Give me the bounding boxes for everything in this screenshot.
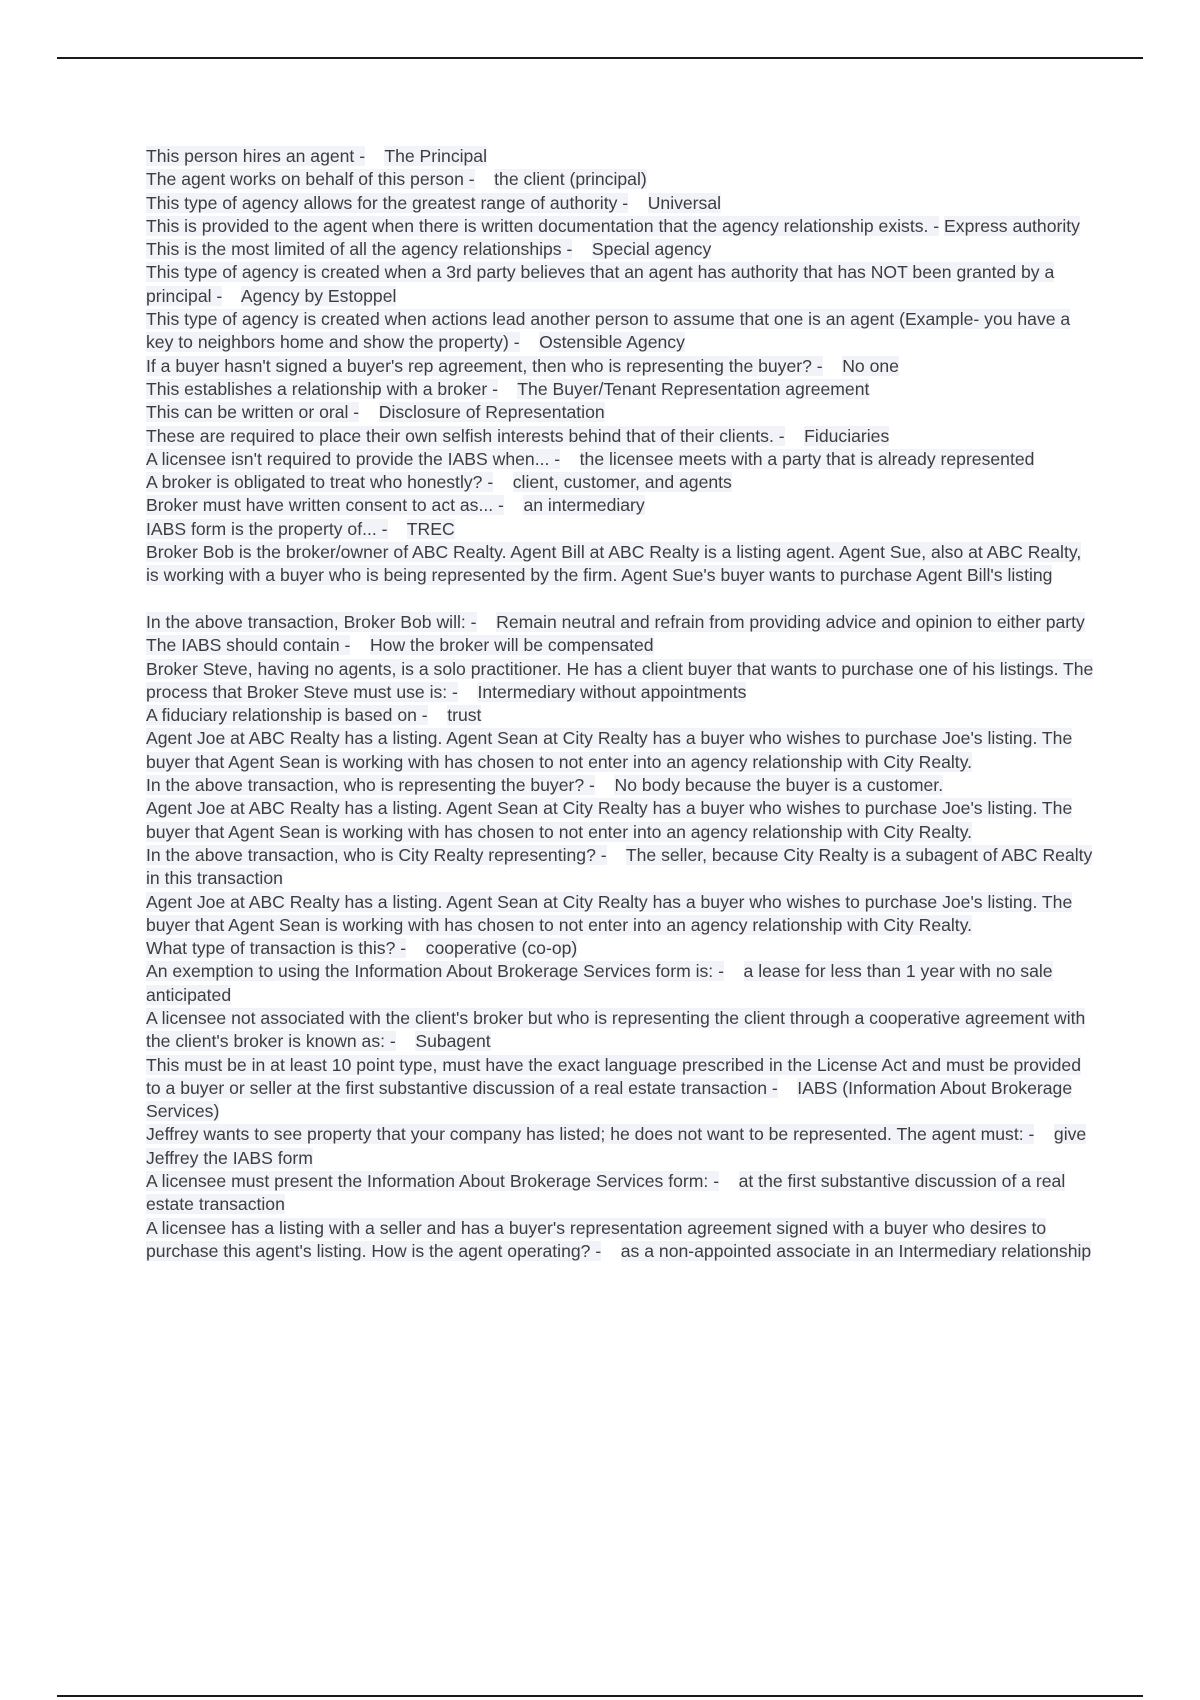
answer: Ostensible Agency (539, 332, 685, 353)
answer: as a non-appointed associate in an Intermediary relationship (620, 1240, 1092, 1261)
question: This must be in at least 10 point type, must have the exact language prescribed in the License Act and must be provided to a buyer or seller at the first substantive discussion of a real estate transaction - (146, 1054, 1081, 1098)
footer-rule (57, 1695, 1143, 1697)
question: A fiduciary relationship is based on - (146, 705, 428, 726)
qa-entry-18 (146, 634, 1096, 657)
qa-entry-20 (146, 704, 1096, 727)
qa-entry-23 (146, 797, 1096, 844)
qa-entry-13 (146, 471, 1096, 494)
qa-entry-28 (146, 1007, 1096, 1054)
qa-entry-14 (146, 494, 1096, 517)
answer: Agency by Estoppel (240, 285, 397, 306)
answer: No one (842, 355, 899, 376)
qa-entry-7 (146, 308, 1096, 355)
header-rule (57, 57, 1143, 59)
qa-entry-1 (146, 145, 1096, 168)
answer: the client (principal) (494, 169, 647, 190)
answer: Remain neutral and refrain from providing advice and opinion to either party (496, 611, 1085, 632)
answer: The Buyer/Tenant Representation agreement (517, 378, 870, 399)
question: This type of agency is created when actions lead another person to assume that one is an agent (Example- you have a key to neighbors home and show the property) - (146, 309, 1071, 353)
qa-entry-12 (146, 448, 1096, 471)
answer: trust (447, 705, 482, 726)
answer: give Jeffrey the IABS form (146, 1124, 1087, 1168)
question: In the above transaction, Broker Bob will: - (146, 611, 477, 632)
question: This type of agency allows for the greatest range of authority - (146, 192, 629, 213)
question: An exemption to using the Information About Brokerage Services form is: - (146, 961, 724, 982)
qa-entry-15 (146, 518, 1096, 541)
qa-entry-17 (146, 611, 1096, 634)
answer: The Principal (384, 146, 488, 166)
qa-entry-10 (146, 401, 1096, 424)
question: Jeffrey wants to see property that your company has listed; he does not want to be represented. The agent must: - (146, 1124, 1035, 1145)
qa-entry-16 (146, 541, 1096, 588)
question: This establishes a relationship with a broker - (146, 378, 499, 399)
question: A licensee not associated with the client's broker but who is representing the client through a cooperative agreement with the client's broker is known as: - (146, 1007, 1086, 1052)
question: What type of transaction is this? - (146, 938, 407, 959)
question: If a buyer hasn't signed a buyer's rep agreement, then who is representing the buyer? - (146, 355, 823, 376)
qa-entry-31 (146, 1170, 1096, 1217)
question: Agent Joe at ABC Realty has a listing. Agent Sean at City Realty has a buyer who wishes to purchase Joe's listing. The buyer that Agent Sean is working with has chosen to not enter into an agency relationship with City Realty. (146, 891, 1073, 935)
question: Broker must have written consent to act as... - (146, 495, 504, 516)
qa-entry-6 (146, 261, 1096, 308)
qa-entry-2 (146, 168, 1096, 191)
answer: at the first substantive discussion of a real estate transaction (146, 1171, 1066, 1215)
qa-entry-21 (146, 727, 1096, 774)
question: Agent Joe at ABC Realty has a listing. Agent Sean at City Realty has a buyer who wishes to purchase Joe's listing. The buyer that Agent Sean is working with has chosen to not enter into an agency relationship with City Realty. (146, 728, 1073, 772)
answer: Intermediary without appointments (477, 681, 747, 702)
answer: Universal (647, 192, 722, 213)
question: Broker Steve, having no agents, is a solo practitioner. He has a client buyer that wants to purchase one of his listings. The process that Broker Steve must use is: - (146, 658, 1094, 702)
question: The agent works on behalf of this person - (146, 169, 475, 190)
qa-entry-11 (146, 425, 1096, 448)
answer: a lease for less than 1 year with no sale anticipated (146, 961, 1053, 1005)
question: This is the most limited of all the agency relationships - (146, 239, 573, 260)
answer: Disclosure of Representation (378, 402, 605, 423)
question: This can be written or oral - (146, 402, 360, 423)
qa-entry-26 (146, 937, 1096, 960)
answer: client, customer, and agents (512, 472, 732, 493)
answer: an intermediary (523, 495, 645, 516)
answer: Subagent (415, 1031, 491, 1052)
question: Broker Bob is the broker/owner of ABC Realty. Agent Bill at ABC Realty is a listing agent. Agent Sue, also at ABC Realty, is working with a buyer who is being represented by the firm. Agent Sue's buyer wants to purchase Agent Bill's listing (146, 542, 1082, 586)
qa-entry-25 (146, 891, 1096, 938)
question: In the above transaction, who is representing the buyer? - (146, 775, 595, 796)
question: A broker is obligated to treat who honestly? - (146, 472, 494, 493)
qa-entry-4 (146, 215, 1096, 238)
question: IABS form is the property of... - (146, 518, 388, 539)
question: A licensee has a listing with a seller and has a buyer's representation agreement signed with a buyer who desires to purchase this agent's listing. How is the agent operating? - (146, 1217, 1047, 1261)
answer: Special agency (591, 239, 712, 260)
question: A licensee isn't required to provide the IABS when... - (146, 448, 561, 469)
qa-entry-22 (146, 774, 1096, 797)
qa-entry-24 (146, 844, 1096, 891)
answer: cooperative (co-op) (425, 938, 578, 959)
question: This type of agency is created when a 3rd party believes that an agent has authority that has NOT been granted by a principal - (146, 262, 1055, 306)
question: The IABS should contain - (146, 635, 351, 656)
flashcard-list (146, 145, 1096, 1263)
answer: No body because the buyer is a customer. (614, 775, 944, 796)
answer: IABS (Information About Brokerage Services) (146, 1077, 1073, 1122)
qa-entry-30 (146, 1123, 1096, 1170)
question: In the above transaction, who is City Realty representing? - (146, 844, 607, 865)
qa-entry-32 (146, 1217, 1096, 1264)
question: This person hires an agent - (146, 146, 366, 166)
answer: TREC (406, 518, 455, 539)
qa-entry-27 (146, 960, 1096, 1007)
answer: the licensee meets with a party that is already represented (579, 448, 1035, 469)
answer: Fiduciaries (804, 425, 890, 446)
qa-entry-19 (146, 658, 1096, 705)
answer: Express authority (944, 215, 1080, 236)
qa-entry-8 (146, 355, 1096, 378)
question: Agent Joe at ABC Realty has a listing. Agent Sean at City Realty has a buyer who wishes to purchase Joe's listing. The buyer that Agent Sean is working with has chosen to not enter into an agency relationship with City Realty. (146, 798, 1073, 842)
qa-entry-9 (146, 378, 1096, 401)
qa-entry-29 (146, 1054, 1096, 1124)
answer: The seller, because City Realty is a subagent of ABC Realty in this transaction (146, 844, 1093, 889)
question: These are required to place their own selfish interests behind that of their clients. - (146, 425, 785, 446)
question: This is provided to the agent when there is written documentation that the agency relationship exists. - (146, 215, 940, 236)
qa-entry-5 (146, 238, 1096, 261)
qa-entry-3 (146, 192, 1096, 215)
question: A licensee must present the Information About Brokerage Services form: - (146, 1171, 720, 1192)
answer: How the broker will be compensated (369, 635, 654, 656)
